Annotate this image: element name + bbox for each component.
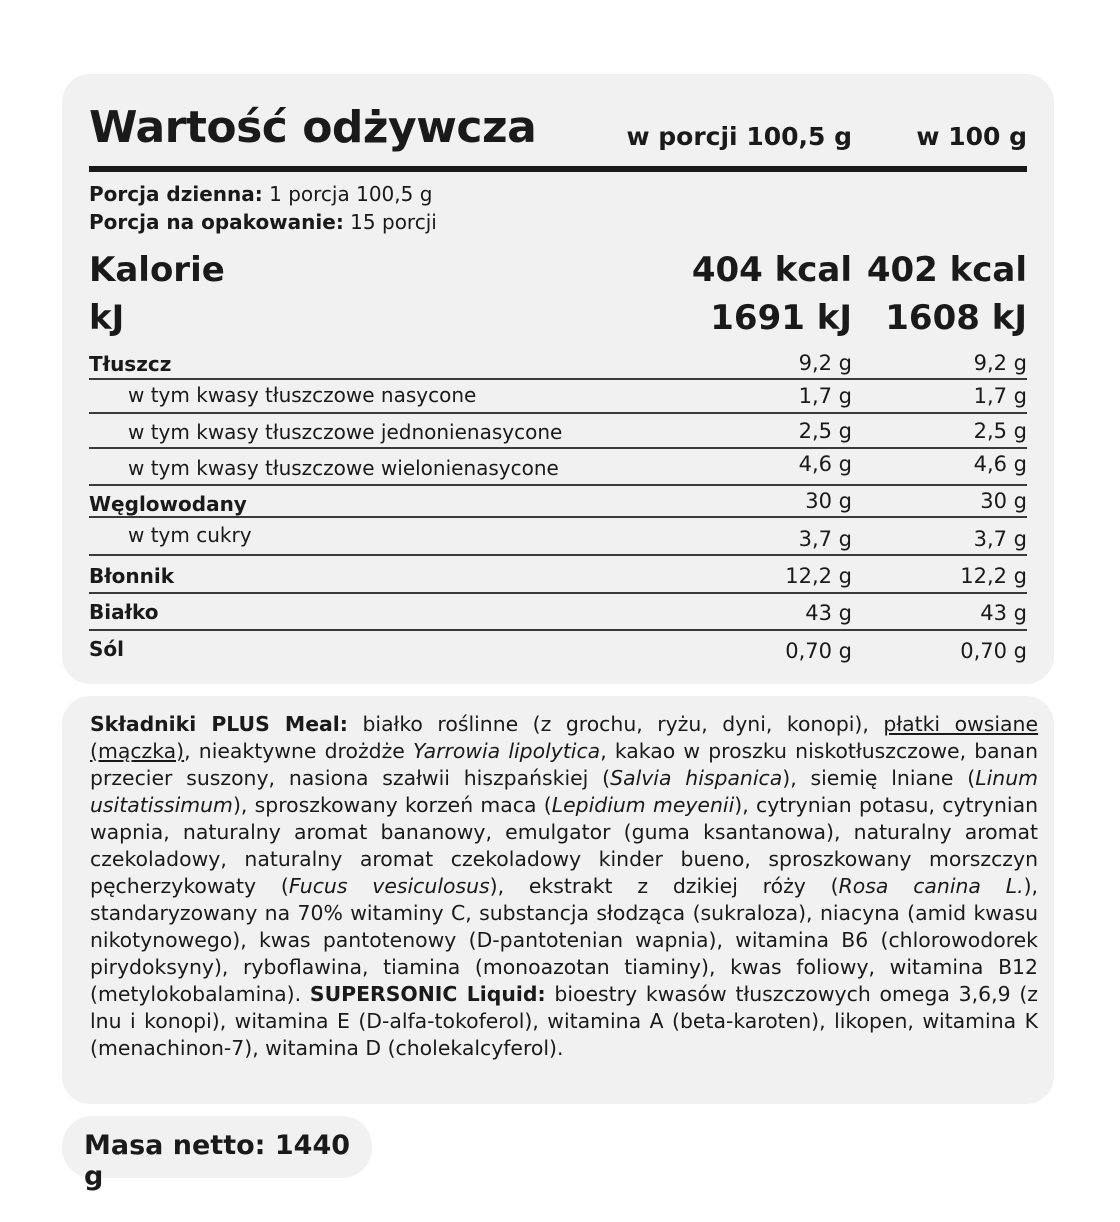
nutrient-row-label: Białko — [89, 600, 159, 624]
energy-kj-serving-value: 1691 kJ — [710, 298, 852, 338]
ingredients-latin-name: Linum usitatissimum — [90, 766, 1038, 817]
calories-label: Kalorie — [89, 250, 225, 290]
ingredients-fragment: ), cytrynian potasu, cytrynian wapnia, naturalny aromat bananowy, emulgator (guma ksantanowa), naturalny aromat czekoladowy, naturalny aromat czekoladowy kinder bueno, sproszkowany morszczyn pęcherzykowaty ( — [90, 793, 1038, 898]
pack-portion-value: 15 porcji — [343, 210, 437, 234]
row-divider — [89, 554, 1027, 556]
ingredients-heading-plus-meal: Składniki PLUS Meal: — [90, 712, 348, 736]
nutrient-serving-value: 1,7 g — [798, 384, 852, 408]
nutrient-100g-value: 3,7 g — [973, 527, 1027, 551]
row-divider — [89, 516, 1027, 518]
nutrient-100g-value: 30 g — [980, 489, 1027, 513]
column-header-serving: w porcji 100,5 g — [626, 122, 852, 151]
nutrient-row-label: Tłuszcz — [89, 352, 172, 376]
title-divider — [89, 166, 1027, 172]
ingredients-fragment: ), ekstrakt z dzikiej róży ( — [489, 874, 839, 898]
ingredients-fragment: białko roślinne (z grochu, ryżu, dyni, konopi), — [347, 712, 884, 736]
ingredients-text — [90, 711, 1038, 1062]
nutrient-100g-value: 12,2 g — [960, 564, 1027, 588]
nutrient-serving-value: 3,7 g — [798, 527, 852, 551]
nutrition-title: Wartość odżywcza — [89, 102, 537, 153]
nutrient-serving-value: 4,6 g — [798, 452, 852, 476]
nutrient-row-label: w tym kwasy tłuszczowe jednonienasycone — [128, 420, 563, 444]
ingredients-fragment: ), standaryzowany na 70% witaminy C, substancja słodząca (sukraloza), niacyna (amid kwasu nikotynowego), kwas pantotenowy (D-pantotenian wapnia), witamina B6 (chlorowodorek pirydoksyny), ryboflawina, tiamina (monoazotan tiaminy), kwas foliowy, witamina B12 (metylokobalamina). — [90, 874, 1038, 1006]
ingredients-fragment: , nieaktywne drożdże — [184, 739, 414, 763]
nutrient-serving-value: 0,70 g — [785, 639, 852, 663]
pack-portion-label: Porcja na opakowanie: — [89, 210, 344, 234]
calories-serving-value: 404 kcal — [691, 250, 852, 290]
daily-portion-line — [89, 182, 432, 206]
pack-portion-line — [89, 210, 437, 234]
daily-portion-label: Porcja dzienna: — [89, 182, 263, 206]
ingredients-underlined-fragment: płatki owsiane (mączka) — [90, 712, 1038, 763]
nutrient-row-label: Błonnik — [89, 564, 175, 588]
nutrient-100g-value: 1,7 g — [973, 384, 1027, 408]
nutrient-serving-value: 9,2 g — [798, 351, 852, 375]
row-divider — [89, 629, 1027, 631]
nutrient-100g-value: 43 g — [980, 601, 1027, 625]
ingredients-latin-name: Fucus vesiculosus — [288, 874, 490, 898]
nutrient-row-label: Sól — [89, 637, 124, 661]
ingredients-fragment: ), sproszkowany korzeń maca ( — [232, 793, 552, 817]
row-divider — [89, 592, 1027, 594]
net-mass-text: Masa netto: 1440 g — [84, 1130, 351, 1192]
nutrition-table — [62, 74, 1054, 684]
nutrient-serving-value: 2,5 g — [798, 419, 852, 443]
ingredients-fragment: ), siemię lniane ( — [782, 766, 976, 790]
nutrient-serving-value: 43 g — [805, 601, 852, 625]
daily-portion-value: 1 porcja 100,5 g — [262, 182, 433, 206]
net-mass-badge — [62, 1116, 372, 1192]
nutrient-100g-value: 4,6 g — [973, 452, 1027, 476]
energy-kj-label: kJ — [89, 298, 125, 338]
nutrient-serving-value: 30 g — [805, 489, 852, 513]
nutrient-100g-value: 2,5 g — [973, 419, 1027, 443]
nutrient-row-label: w tym kwasy tłuszczowe nasycone — [128, 383, 477, 407]
ingredients-latin-name: Salvia hispanica — [610, 766, 783, 790]
row-divider — [89, 484, 1027, 486]
ingredients-latin-name: Yarrowia lipolytica — [413, 739, 601, 763]
calories-100g-value: 402 kcal — [866, 250, 1027, 290]
row-divider — [89, 378, 1027, 380]
row-divider — [89, 447, 1027, 449]
ingredients-fragment: bioestry kwasów tłuszczowych omega 3,6,9 (z lnu i konopi), witamina E (D-alfa-tokoferol), witamina A (beta-karoten), likopen, witamina K (menachinon-7), witamina D (cholekalcyferol). — [90, 982, 1038, 1060]
nutrient-row-label: Węglowodany — [89, 492, 247, 516]
nutrient-row-label: w tym cukry — [128, 523, 252, 547]
energy-kj-100g-value: 1608 kJ — [885, 298, 1027, 338]
column-header-100g: w 100 g — [916, 122, 1027, 151]
ingredients-latin-name: Rosa canina L. — [838, 874, 1024, 898]
nutrient-100g-value: 0,70 g — [960, 639, 1027, 663]
ingredients-panel — [62, 696, 1054, 1104]
nutrient-100g-value: 9,2 g — [973, 351, 1027, 375]
ingredients-latin-name: Lepidium meyenii — [551, 793, 735, 817]
ingredients-fragment: , kakao w proszku niskotłuszczowe, banan przecier suszony, nasiona szałwii hiszpańskiej ( — [90, 739, 1038, 790]
nutrient-row-label: w tym kwasy tłuszczowe wielonienasycone — [128, 456, 559, 480]
ingredients-heading-supersonic: SUPERSONIC Liquid: — [309, 982, 546, 1006]
nutrient-serving-value: 12,2 g — [785, 564, 852, 588]
row-divider — [89, 412, 1027, 414]
